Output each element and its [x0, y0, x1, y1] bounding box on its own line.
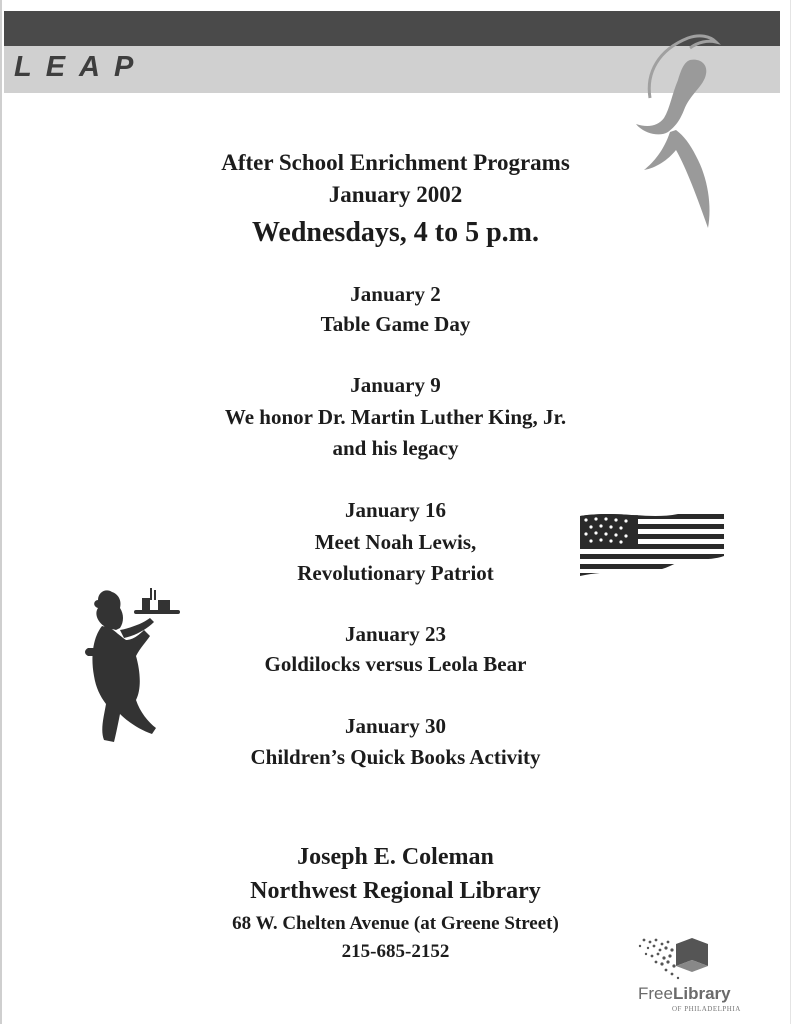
bear-waiter-icon	[84, 584, 184, 744]
free-library-logo	[636, 936, 726, 984]
library-name-line2: Northwest Regional Library	[250, 878, 541, 904]
free-library-subtitle: OF PHILADELPHIA	[672, 1005, 741, 1013]
american-flag-icon	[578, 510, 726, 578]
event-description: Goldilocks versus Leola Bear	[264, 652, 527, 676]
event-description: Revolutionary Patriot	[297, 561, 494, 585]
event-date: January 2	[350, 282, 441, 306]
event-date: January 30	[345, 714, 446, 738]
library-name-line1: Joseph E. Coleman	[297, 844, 494, 870]
program-month: January 2002	[328, 182, 463, 207]
event-description: Table Game Day	[320, 312, 471, 336]
event-date: January 9	[350, 373, 441, 397]
event-description: Children’s Quick Books Activity	[250, 745, 541, 769]
library-phone: 215-685-2152	[341, 941, 450, 962]
program-title: After School Enrichment Programs	[221, 150, 570, 175]
event-description: and his legacy	[332, 436, 459, 460]
event-description: Meet Noah Lewis,	[314, 530, 477, 554]
library-address: 68 W. Chelten Avenue (at Greene Street)	[232, 913, 559, 934]
event-date: January 23	[345, 622, 446, 646]
event-date: January 16	[345, 498, 446, 522]
program-schedule: Wednesdays, 4 to 5 p.m.	[251, 217, 540, 248]
event-description: We honor Dr. Martin Luther King, Jr.	[224, 405, 567, 429]
leap-label: LEAP	[14, 51, 148, 83]
free-library-name: FreeLibrary	[638, 984, 731, 1003]
